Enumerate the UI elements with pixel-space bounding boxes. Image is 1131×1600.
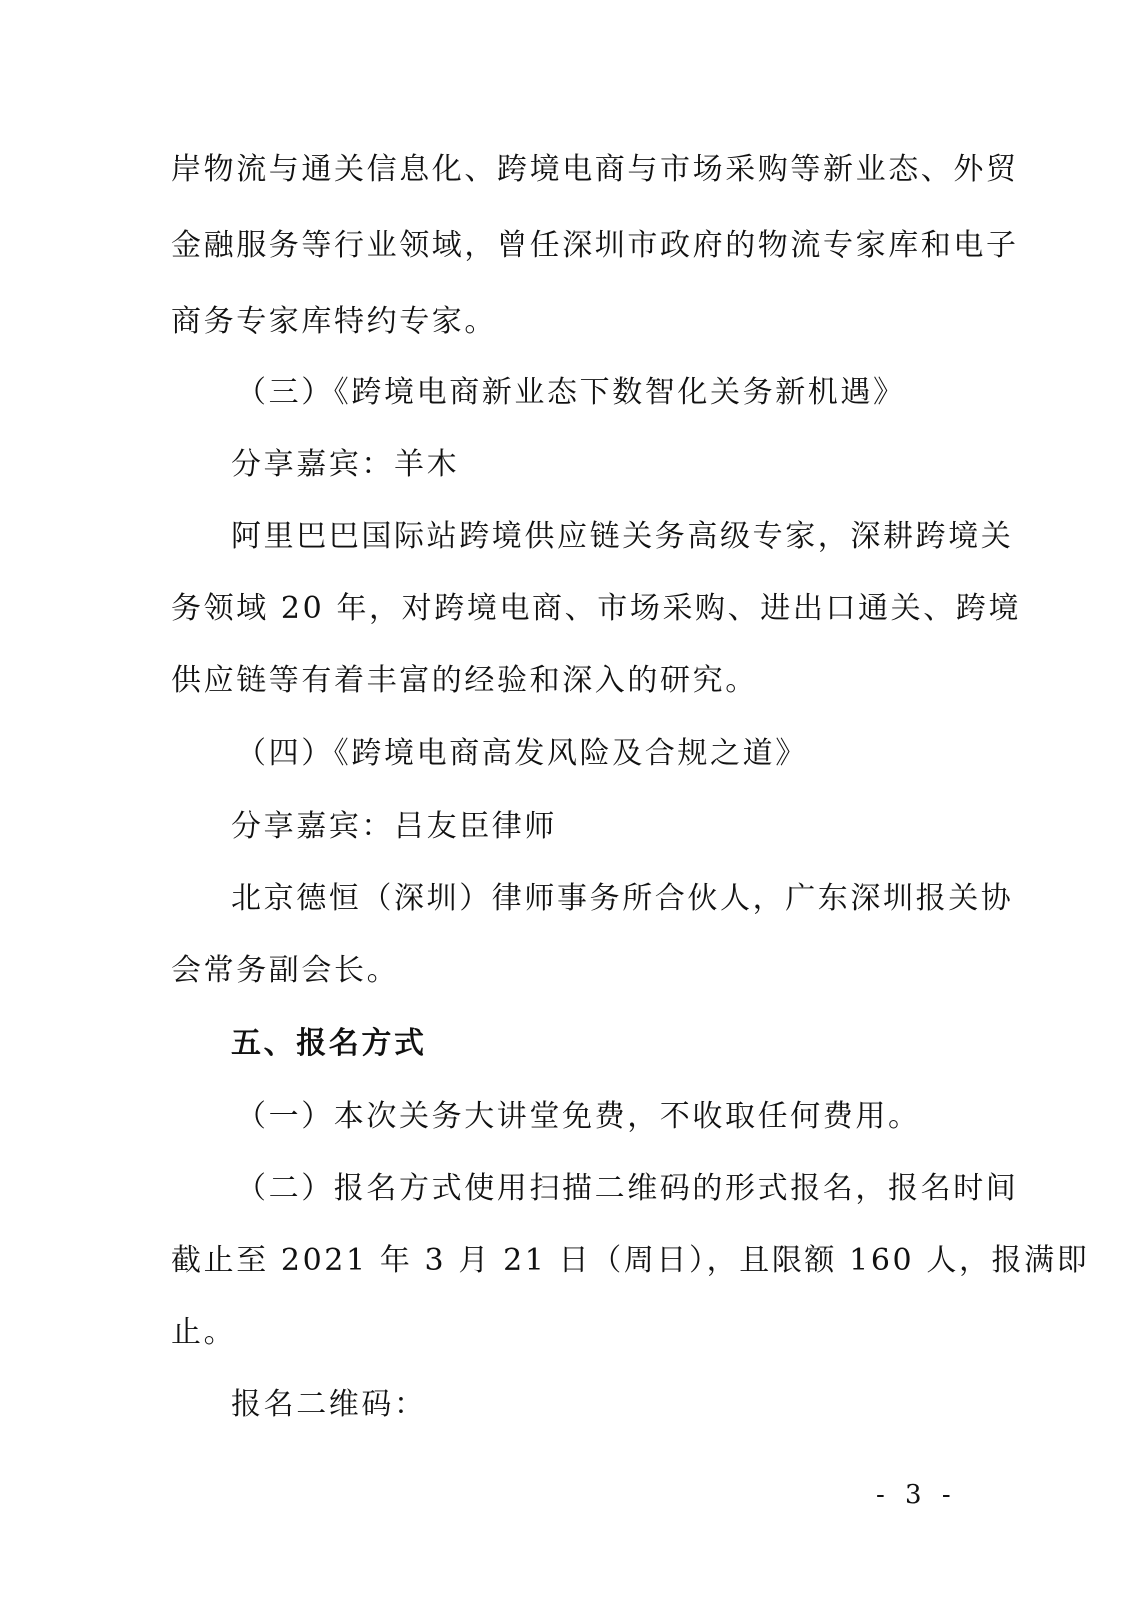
session-4-speaker: 分享嘉宾：吕友臣律师 [231, 809, 557, 844]
section-5-item-2-line: 截止至 2021 年 3 月 21 日（周日），且限额 160 人，报满即 [171, 1243, 1090, 1278]
session-3-speaker: 分享嘉宾：羊木 [231, 447, 460, 482]
session-3-bio-line: 务领域 20 年，对跨境电商、市场采购、进出口通关、跨境 [171, 591, 1022, 626]
page-number: - 3 - [876, 1480, 957, 1510]
session-4-bio-line: 北京德恒（深圳）律师事务所合伙人，广东深圳报关协 [231, 881, 1014, 916]
section-5-item-1: （一）本次关务大讲堂免费，不收取任何费用。 [236, 1099, 921, 1134]
paragraph-line: 商务专家库特约专家。 [171, 304, 497, 339]
section-5-heading: 五、报名方式 [231, 1026, 427, 1061]
session-3-bio-line: 供应链等有着丰富的经验和深入的研究。 [171, 663, 758, 698]
session-4-bio-line: 会常务副会长。 [171, 953, 400, 988]
qr-code-label: 报名二维码： [231, 1387, 427, 1422]
session-3-title: （三）《跨境电商新业态下数智化关务新机遇》 [236, 375, 906, 410]
session-3-bio-line: 阿里巴巴国际站跨境供应链关务高级专家，深耕跨境关 [231, 519, 1014, 554]
paragraph-line: 金融服务等行业领域，曾任深圳市政府的物流专家库和电子 [171, 228, 1019, 263]
paragraph-line: 岸物流与通关信息化、跨境电商与市场采购等新业态、外贸 [171, 152, 1019, 187]
section-5-item-2-line: （二）报名方式使用扫描二维码的形式报名，报名时间 [236, 1171, 1019, 1206]
session-4-title: （四）《跨境电商高发风险及合规之道》 [236, 736, 808, 771]
section-5-item-2-line: 止。 [171, 1315, 237, 1350]
